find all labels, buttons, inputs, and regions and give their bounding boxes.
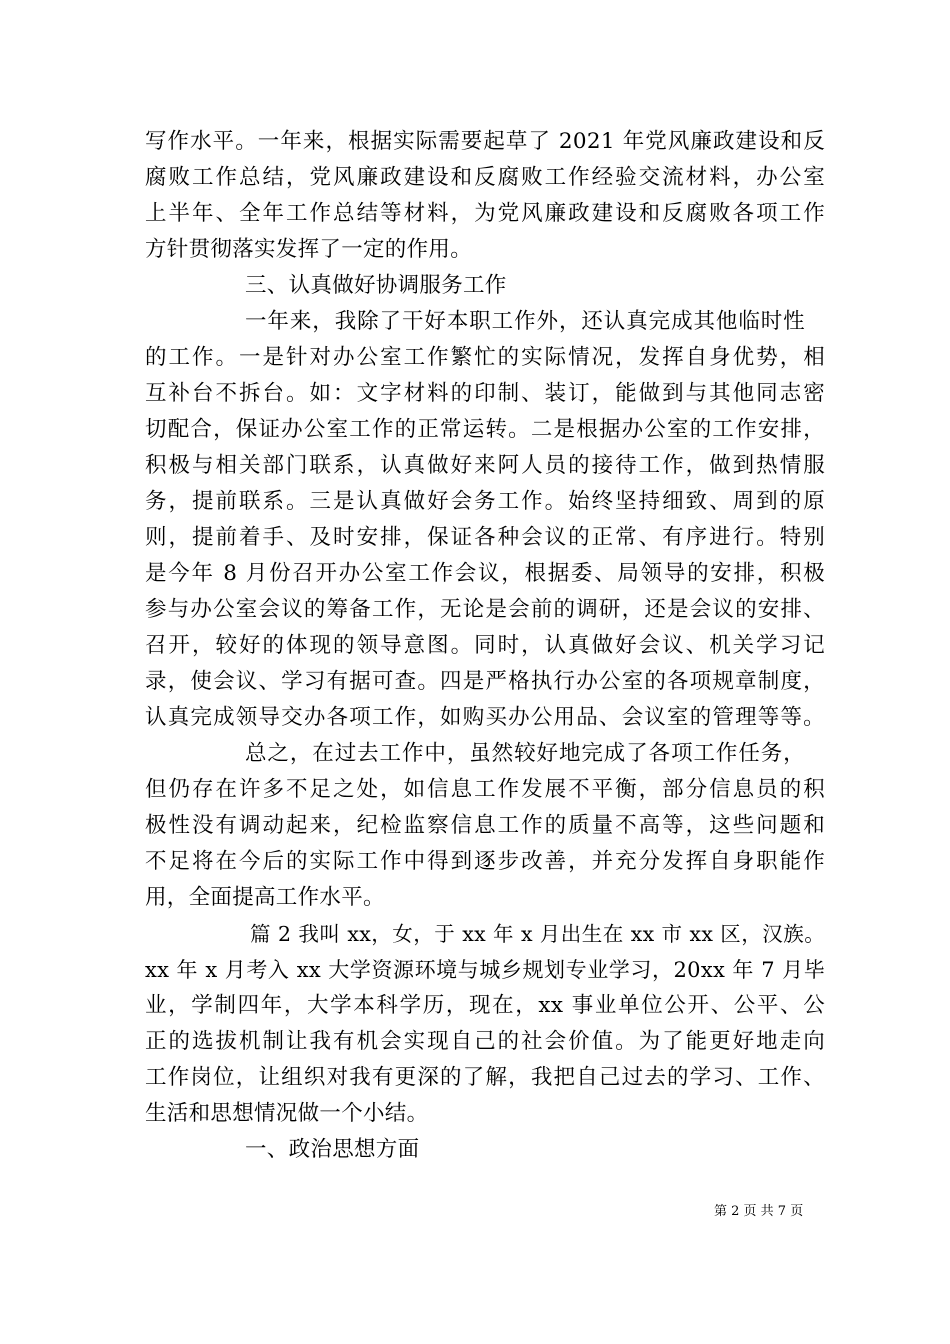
text-line: 工作岗位，让组织对我有更深的了解，我把自己过去的学习、工作、	[145, 1065, 825, 1090]
text-line: 方针贯彻落实发挥了一定的作用。	[145, 237, 473, 262]
text-line: 但仍存在许多不足之处，如信息工作发展不平衡，部分信息员的积	[145, 777, 825, 802]
text-line: 生活和思想情况做一个小结。	[145, 1101, 429, 1126]
text-line: 极性没有调动起来，纪检监察信息工作的质量不高等，这些问题和	[145, 813, 825, 838]
text-line: 写作水平。一年来，根据实际需要起草了 2021 年党风廉政建设和反	[145, 129, 825, 154]
text-line: 认真完成领导交办各项工作，如购买办公用品、会议室的管理等等。	[145, 705, 825, 730]
text-line: 切配合，保证办公室工作的正常运转。二是根据办公室的工作安排，	[145, 417, 825, 442]
text-line: 总之，在过去工作中，虽然较好地完成了各项工作任务，	[245, 741, 805, 766]
text-line: 的工作。一是针对办公室工作繁忙的实际情况，发挥自身优势，相	[145, 345, 825, 370]
text-line: 一年来，我除了干好本职工作外，还认真完成其他临时性	[245, 309, 805, 334]
text-line: 正的选拔机制让我有机会实现自己的社会价值。为了能更好地走向	[145, 1029, 825, 1054]
text-line: 召开，较好的体现的领导意图。同时，认真做好会议、机关学习记	[145, 633, 825, 658]
text-line: 业，学制四年，大学本科学历，现在，xx 事业单位公开、公平、公	[145, 993, 825, 1018]
text-line: 不足将在今后的实际工作中得到逐步改善，并充分发挥自身职能作	[145, 849, 825, 874]
text-line: 务，提前联系。三是认真做好会务工作。始终坚持细致、周到的原	[145, 489, 825, 514]
page-footer: 第 2 页 共 7 页	[714, 1204, 804, 1219]
text-line: xx 年 x 月考入 xx 大学资源环境与城乡规划专业学习，20xx 年 7 月毕	[145, 958, 825, 982]
text-line: 参与办公室会议的筹备工作，无论是会前的调研，还是会议的安排、	[145, 597, 825, 622]
text-line: 上半年、全年工作总结等材料，为党风廉政建设和反腐败各项工作	[145, 201, 825, 226]
text-line: 互补台不拆台。如：文字材料的印制、装订，能做到与其他同志密	[145, 381, 825, 406]
section-heading: 一、政治思想方面	[245, 1137, 420, 1162]
text-line: 录，使会议、学习有据可查。四是严格执行办公室的各项规章制度，	[145, 669, 825, 694]
text-line: 腐败工作总结，党风廉政建设和反腐败工作经验交流材料，办公室	[145, 165, 825, 190]
text-line: 用，全面提高工作水平。	[145, 885, 385, 910]
text-line: 则，提前着手、及时安排，保证各种会议的正常、有序进行。特别	[145, 525, 825, 550]
text-line: 积极与相关部门联系，认真做好来阿人员的接待工作，做到热情服	[145, 453, 825, 478]
text-line: 是今年 8 月份召开办公室工作会议，根据委、局领导的安排，积极	[145, 561, 825, 586]
text-line: 篇 2 我叫 xx，女，于 xx 年 x 月出生在 xx 市 xx 区，汉族。	[250, 922, 825, 946]
section-heading: 三、认真做好协调服务工作	[245, 273, 507, 298]
